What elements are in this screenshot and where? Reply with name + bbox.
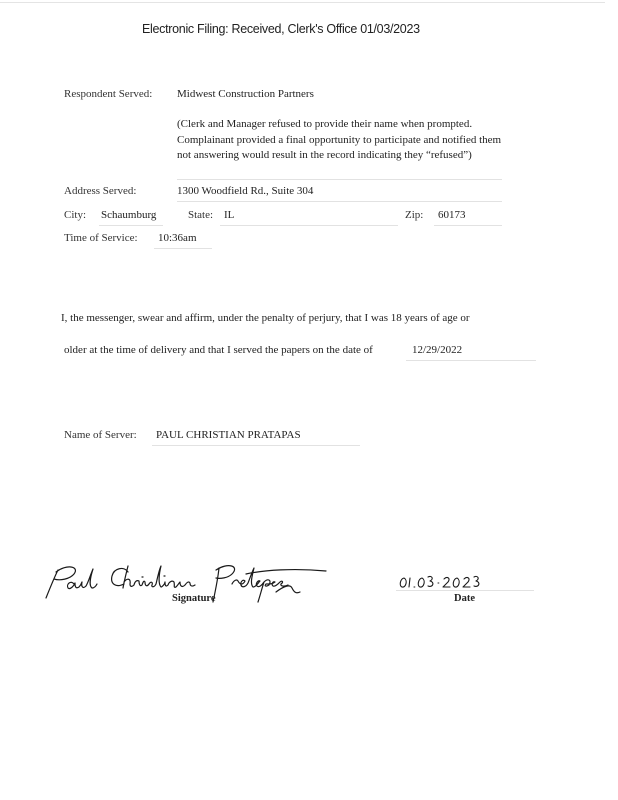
note-underline <box>177 179 502 180</box>
respondent-label: Respondent Served: <box>64 88 153 100</box>
respondent-value: Midwest Construction Partners <box>177 88 314 100</box>
time-value: 10:36am <box>158 232 197 244</box>
affirmation-line-1: I, the messenger, swear and affirm, under the penalty of perjury, that I was 18 years of age or <box>61 312 470 324</box>
filing-header: Electronic Filing: Received, Clerk's Office 01/03/2023 <box>142 22 420 36</box>
date-underline <box>396 590 534 591</box>
top-rule <box>0 2 605 3</box>
address-underline <box>177 201 502 202</box>
city-underline <box>99 225 163 226</box>
server-name-underline <box>152 445 360 446</box>
zip-value: 60173 <box>438 209 466 221</box>
service-date-value: 12/29/2022 <box>412 344 463 356</box>
handwritten-date <box>398 572 488 592</box>
time-label: Time of Service: <box>64 232 138 244</box>
date-label: Date <box>454 593 475 604</box>
server-name-value: PAUL CHRISTIAN PRATAPAS <box>156 429 301 441</box>
state-label: State: <box>188 209 214 221</box>
time-underline <box>154 248 212 249</box>
affirmation-line-2: older at the time of delivery and that I served the papers on the date of <box>64 344 373 356</box>
signature-label: Signature <box>172 593 216 604</box>
service-note: (Clerk and Manager refused to provide their name when prompted. Complainant provided a final opportunity to participate and notified them not answering would result in the record indicating they “refused”) <box>177 118 502 161</box>
city-label: City: <box>64 209 87 221</box>
city-value: Schaumburg <box>101 209 157 221</box>
state-underline <box>220 225 398 226</box>
state-value: IL <box>224 209 235 221</box>
zip-underline <box>434 225 502 226</box>
zip-label: Zip: <box>405 209 424 221</box>
address-label: Address Served: <box>64 185 137 197</box>
server-name-label: Name of Server: <box>64 429 137 441</box>
address-value: 1300 Woodfield Rd., Suite 304 <box>177 185 314 197</box>
service-date-underline <box>406 360 536 361</box>
